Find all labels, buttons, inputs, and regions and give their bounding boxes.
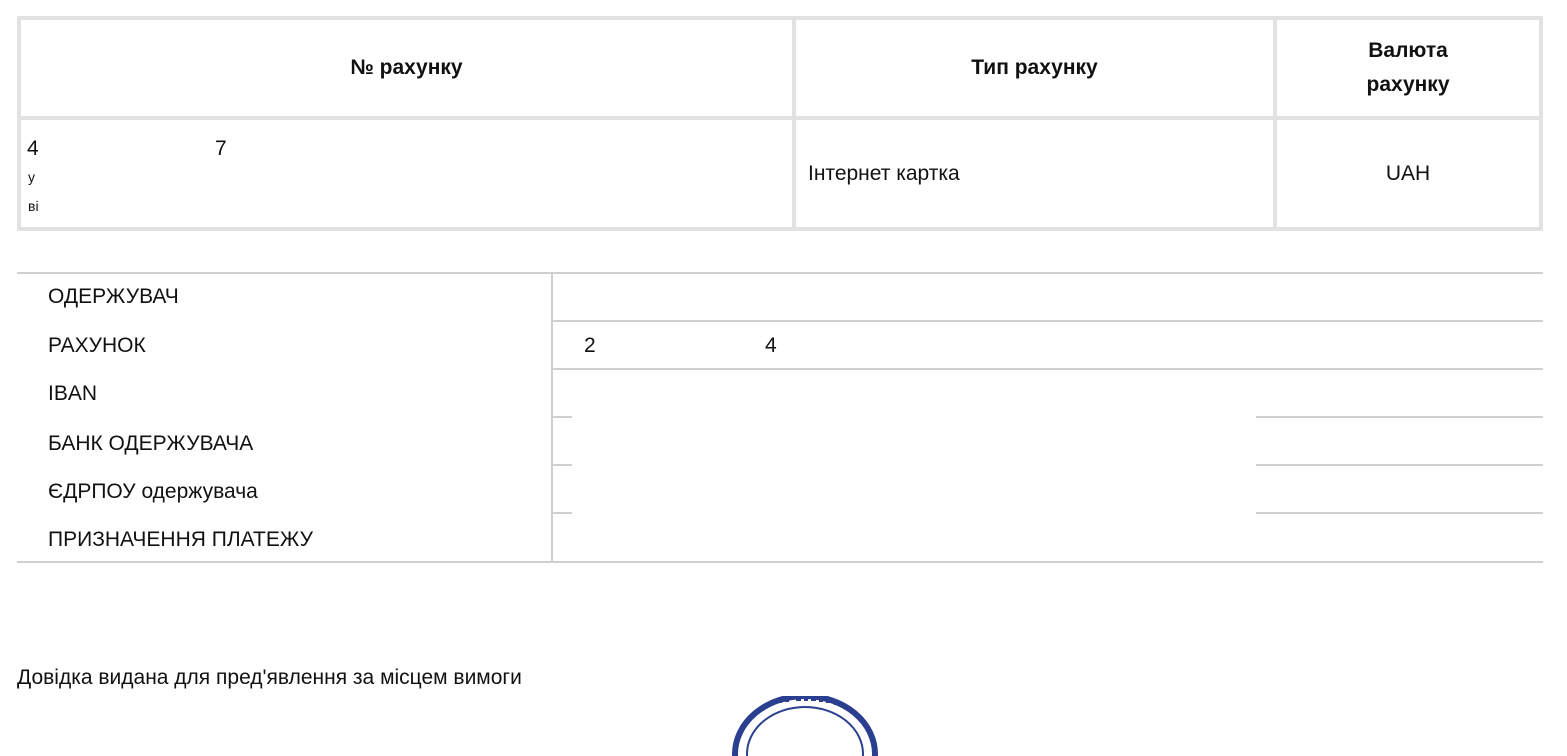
account-currency-value: UAH xyxy=(1385,161,1431,185)
account-number-fragment-2: 7 xyxy=(215,137,227,160)
account-number-fragment-1: 4 xyxy=(27,137,39,160)
details-row-divider xyxy=(553,320,1543,322)
label-account: РАХУНОК xyxy=(48,334,146,357)
details-row-divider-left-stub xyxy=(553,512,572,514)
footer-note: Довідка видана для пред'явлення за місцем вимоги xyxy=(17,666,522,689)
header-account-currency xyxy=(1277,20,1539,116)
account-type-value: Інтернет картка xyxy=(808,161,960,185)
header-account-currency-label: Валюта рахунку xyxy=(1366,39,1450,96)
account-table-header xyxy=(21,20,1539,116)
details-row-divider xyxy=(553,368,1543,370)
details-row-divider-right-stub xyxy=(1256,512,1543,514)
label-iban: IBAN xyxy=(48,382,98,405)
details-row-divider-right-stub xyxy=(1256,464,1543,466)
account-value-fragment-1: 2 xyxy=(584,334,596,357)
account-currency-cell xyxy=(1277,120,1539,227)
column-divider-1 xyxy=(792,20,796,227)
details-row-divider-left-stub xyxy=(553,464,572,466)
account-value-fragment-2: 4 xyxy=(765,334,777,357)
account-number-note-2: ві xyxy=(28,198,39,214)
header-account-number-label: № рахунку xyxy=(350,56,463,79)
label-edrpou: ЄДРПОУ одержувача xyxy=(48,480,258,503)
details-bottom-border xyxy=(17,561,1543,563)
account-table xyxy=(17,16,1543,231)
account-row xyxy=(21,120,1539,227)
recipient-details xyxy=(17,272,1543,563)
account-number-note-1: у xyxy=(28,169,35,185)
details-row-divider-left-stub xyxy=(553,416,572,418)
official-stamp xyxy=(730,696,880,756)
account-type-cell xyxy=(796,120,1273,227)
header-account-number xyxy=(21,20,792,116)
header-account-type xyxy=(796,20,1273,116)
details-top-border xyxy=(17,272,1543,274)
header-account-type-label: Тип рахунку xyxy=(971,56,1098,79)
account-number-cell xyxy=(21,120,792,227)
label-recipient: ОДЕРЖУВАЧ xyxy=(48,285,179,308)
label-bank: БАНК ОДЕРЖУВАЧА xyxy=(48,432,254,455)
column-divider-2 xyxy=(1273,20,1277,227)
label-purpose: ПРИЗНАЧЕННЯ ПЛАТЕЖУ xyxy=(48,528,314,551)
details-row-divider-right-stub xyxy=(1256,416,1543,418)
